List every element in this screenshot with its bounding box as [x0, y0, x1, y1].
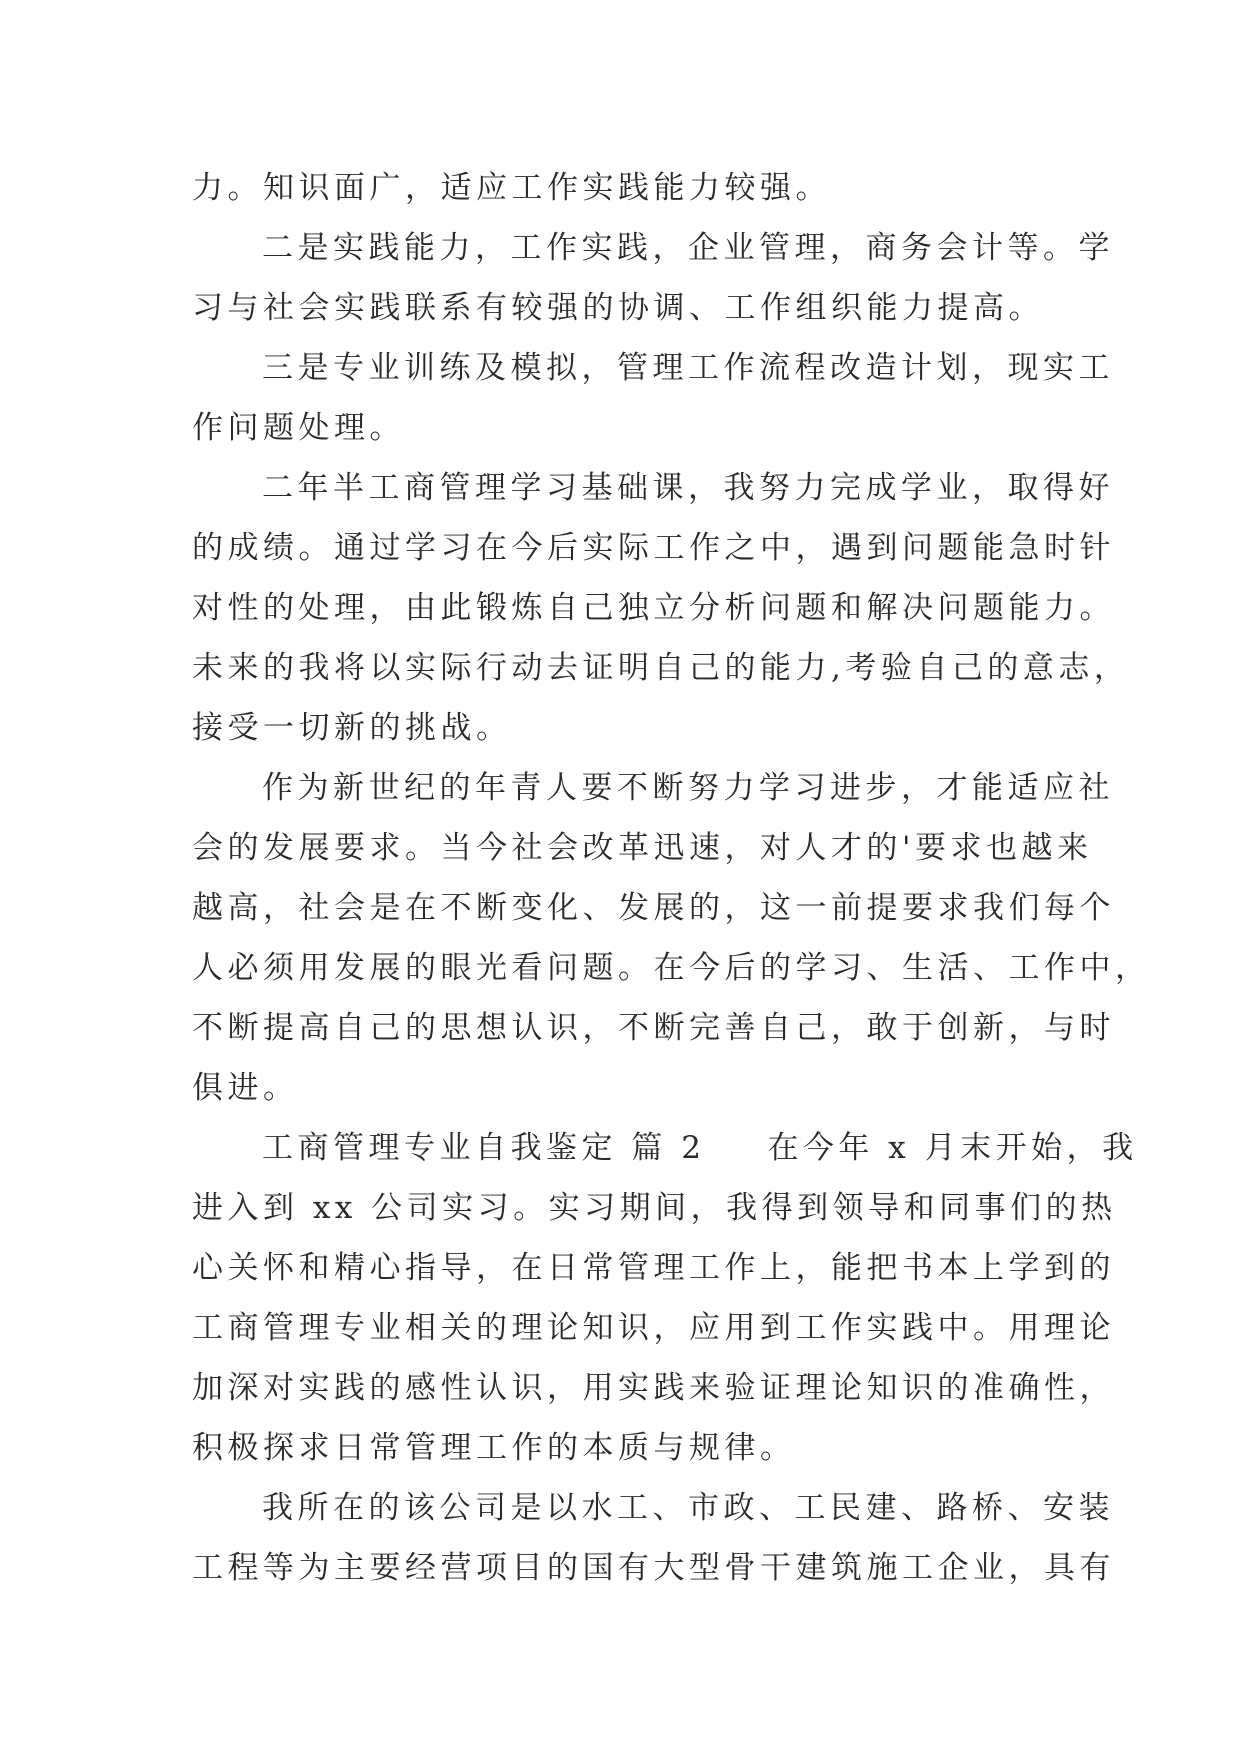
- text-line: 心关怀和精心指导，在日常管理工作上，能把书本上学到的: [192, 1250, 1115, 1286]
- text-line: 越高，社会是在不断变化、发展的，这一前提要求我们每个: [192, 890, 1115, 926]
- text-line: 俱进。: [192, 1070, 299, 1106]
- text-line: 加深对实践的感性认识，用实践来验证理论知识的准确性，: [192, 1370, 1115, 1406]
- text-line: 积极探求日常管理工作的本质与规律。: [192, 1430, 796, 1466]
- text-line: 进入到 xx 公司实习。实习期间，我得到领导和同事们的热: [192, 1190, 1117, 1226]
- text-line: 工商管理专业相关的理论知识，应用到工作实践中。用理论: [192, 1310, 1115, 1346]
- text-line: 工程等为主要经营项目的国有大型骨干建筑施工企业，具有: [192, 1550, 1115, 1586]
- text-line: 未来的我将以实际行动去证明自己的能力,考验自己的意志，: [192, 650, 1130, 686]
- text-line: 二年半工商管理学习基础课，我努力完成学业，取得好: [262, 470, 1114, 506]
- text-line: 接受一切新的挑战。: [192, 710, 512, 746]
- text-line: 会的发展要求。当今社会改革迅速，对人才的'要求也越来: [192, 830, 1093, 866]
- text-line: 力。知识面广，适应工作实践能力较强。: [192, 170, 831, 206]
- text-line: 人必须用发展的眼光看问题。在今后的学习、生活、工作中，: [192, 950, 1151, 986]
- text-line: 的成绩。通过学习在今后实际工作之中，遇到问题能急时针: [192, 530, 1115, 566]
- text-line: 作问题处理。: [192, 410, 405, 446]
- section-heading: 工商管理专业自我鉴定 篇 2: [262, 1130, 706, 1166]
- text-line: 作为新世纪的年青人要不断努力学习进步，才能适应社: [262, 770, 1114, 806]
- text-line: 三是专业训练及模拟，管理工作流程改造计划，现实工: [262, 350, 1114, 386]
- text-line: 我所在的该公司是以水工、市政、工民建、路桥、安装: [262, 1490, 1114, 1526]
- text-line: 不断提高自己的思想认识，不断完善自己，敢于创新，与时: [192, 1010, 1115, 1046]
- text-line: 对性的处理，由此锻炼自己独立分析问题和解决问题能力。: [192, 590, 1115, 626]
- body-text: [192, 158, 1151, 1598]
- text-line: 习与社会实践联系有较强的协调、工作组织能力提高。: [192, 290, 1044, 326]
- section-heading-line: [192, 1118, 1138, 1178]
- section-heading-continuation: 在今年 x 月末开始，我: [767, 1130, 1138, 1166]
- text-line: 二是实践能力，工作实践，企业管理，商务会计等。学: [262, 230, 1114, 266]
